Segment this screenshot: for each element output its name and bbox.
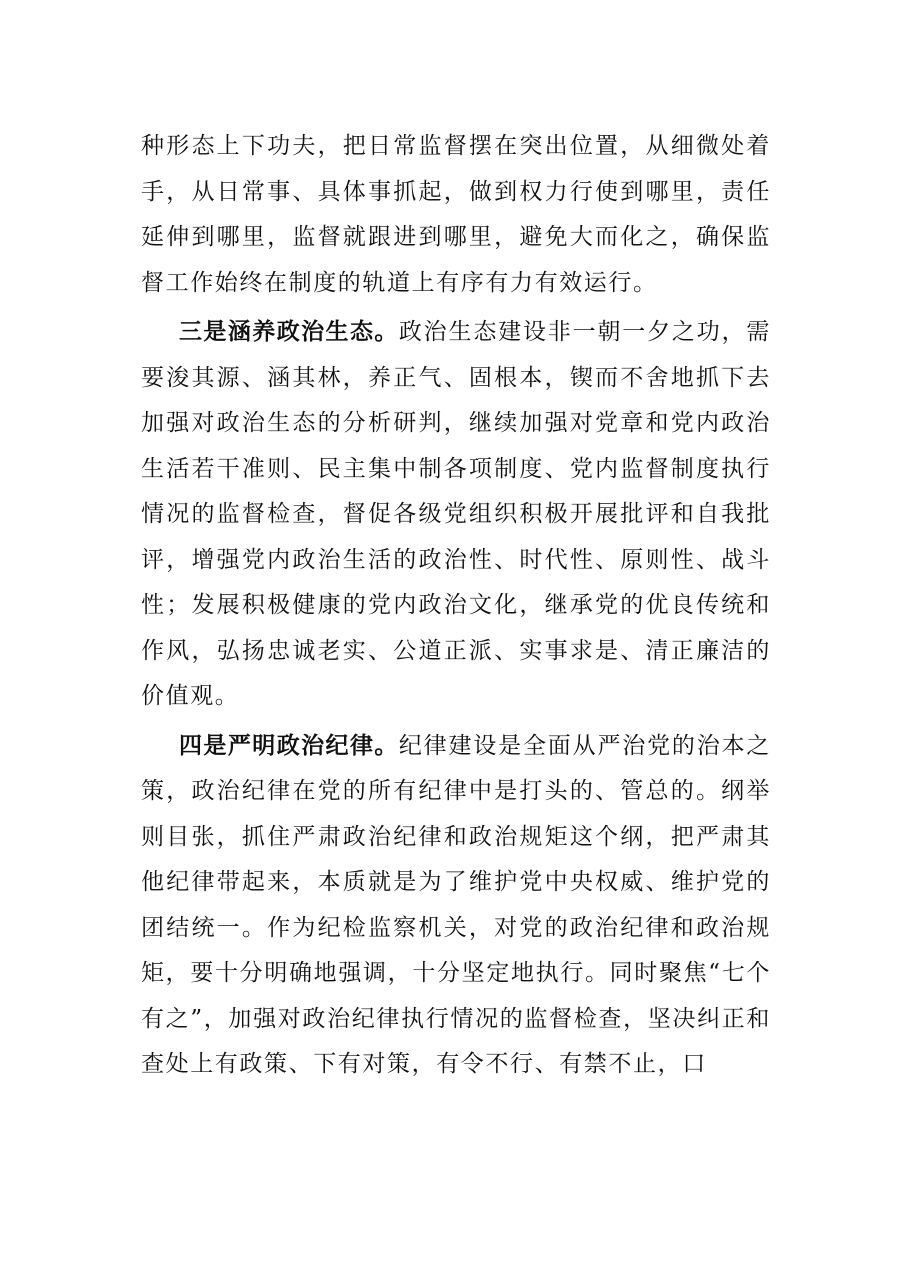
paragraph-supervision-continued xyxy=(141,124,771,306)
paragraph-heading: 四是严明政治纪律。 xyxy=(179,732,399,759)
paragraph-text: 政治生态建设非一朝一夕之功，需要浚其源、涵其林，养正气、固根本，锲而不舍地抓下去加强对政治生态的分析研判，继续加强对党章和党内政治生活若干准则、民主集中制各项制度、党内监督制度执行情况的监督检查，督促各级党组织积极开展批评和自我批评，增强党内政治生活的政治性、时代性、原则性、战斗性；发展积极健康的党内政治文化，继承党的优良传统和作风，弘扬忠诚老实、公道正派、实事求是、清正廉洁的价值观。 xyxy=(141,319,772,709)
document-body xyxy=(141,124,771,1088)
paragraph-text: 纪律建设是全面从严治党的治本之策，政治纪律在党的所有纪律中是打头的、管总的。纲举则目张，抓住严肃政治纪律和政治规矩这个纲，把严肃其他纪律带起来，本质就是为了维护党中央权威、维护党的团结统一。作为纪检监察机关，对党的政治纪律和政治规矩，要十分明确地强调，十分坚定地执行。同时聚焦“七个有之”，加强对政治纪律执行情况的监督检查，坚决纠正和查处上有政策、下有对策，有令不行、有禁不止，口 xyxy=(141,732,772,1077)
paragraph-text: 种形态上下功夫，把日常监督摆在突出位置，从细微处着手，从日常事、具体事抓起，做到权力行使到哪里，责任延伸到哪里，监督就跟进到哪里，避免大而化之，确保监督工作始终在制度的轨道上有序有力有效运行。 xyxy=(141,133,771,296)
paragraph-political-discipline xyxy=(141,724,771,1088)
paragraph-heading: 三是涵养政治生态。 xyxy=(179,319,399,345)
paragraph-political-ecology xyxy=(141,310,771,720)
